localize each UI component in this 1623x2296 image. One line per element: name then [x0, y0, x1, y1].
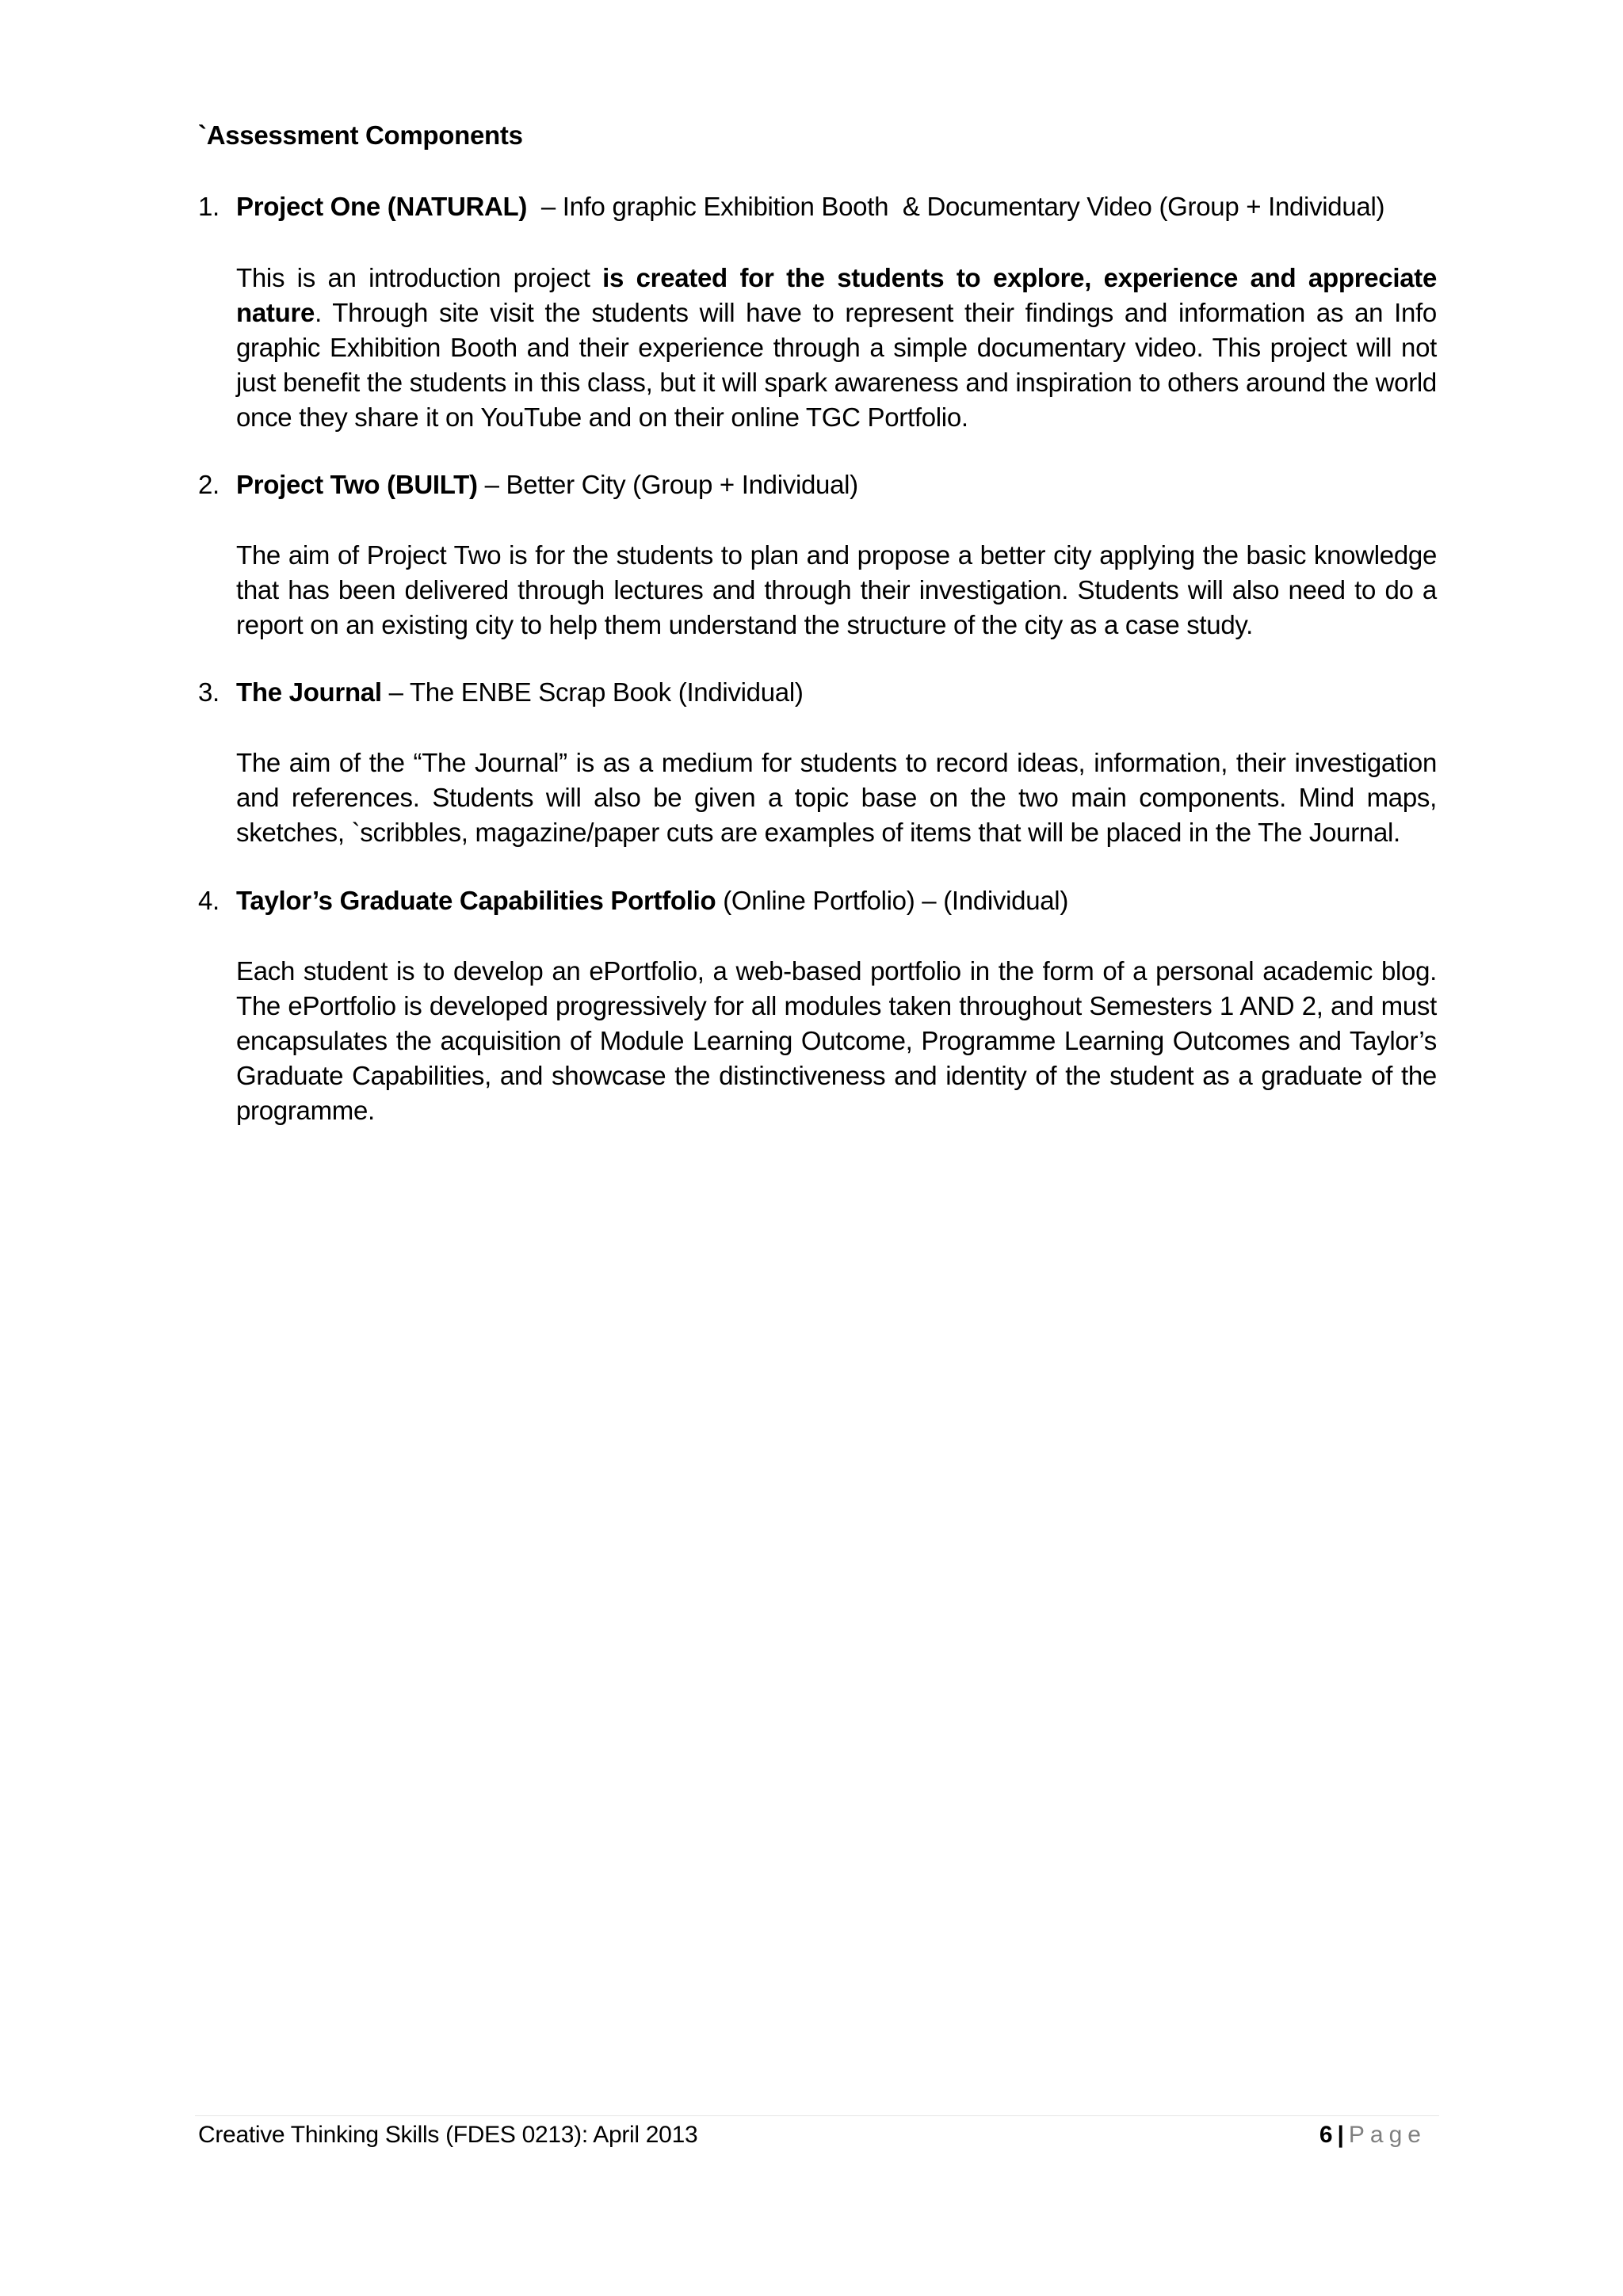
footer-page-indicator [1319, 2122, 1426, 2149]
item-paragraph-project-one [236, 261, 1437, 435]
item-title-bold: Project One (NATURAL) [236, 192, 528, 221]
item-title-bold: The Journal [236, 677, 382, 707]
item-title-bold: Taylor’s Graduate Capabilities Portfolio [236, 886, 716, 915]
item-number: 4. [198, 886, 220, 915]
item-number: 2. [198, 470, 220, 499]
item-title-project-two [198, 470, 858, 500]
item-number: 1. [198, 192, 220, 221]
item-title-bold: Project Two (BUILT) [236, 470, 478, 499]
page-number: 6 [1319, 2122, 1333, 2148]
item-paragraph-portfolio: Each student is to develop an ePortfolio, a web-based portfolio in the form of a personal academic blog. The ePortfolio is developed progressively for all modules taken throughout Semesters 1 AND 2, and must encapsulates the acquisition of Module Learning Outcome, Programme Learning Outcomes and Taylor’s Graduate Capabilities, and showcase the distinctiveness and identity of the student as a graduate of the programme. [236, 956, 1437, 1125]
paragraph-text: This is an introduction project [236, 263, 603, 292]
item-number: 3. [198, 677, 220, 707]
item-title-project-one [198, 192, 1384, 222]
item-paragraph-journal: The aim of the “The Journal” is as a medium for students to record ideas, information, their investigation and references. Students will also be given a topic base on the two main components. Mind maps, sketches, `scribbles, magazine/paper cuts are examples of items that will be placed in the The Journal. [236, 748, 1437, 847]
item-title-journal [198, 677, 804, 707]
paragraph-text: . Through site visit the students will have to represent their findings and information as an Info graphic Exhibition Booth and their experience through a simple documentary video. This project will not just benefit the students in this class, but it will spark awareness and inspiration to others around the world once they share it on YouTube and on their online TGC Portfolio. [236, 298, 1437, 432]
page-label: Page [1348, 2122, 1426, 2148]
item-title-rest: – The ENBE Scrap Book (Individual) [381, 677, 804, 707]
item-paragraph-project-two: The aim of Project Two is for the students to plan and propose a better city applying the basic knowledge that has been delivered through lectures and through their investigation. Students will also need to do a report on an existing city to help them understand the structure of the city as a case study. [236, 540, 1437, 639]
item-title-rest: (Online Portfolio) – (Individual) [716, 886, 1069, 915]
footer-course-label: Creative Thinking Skills (FDES 0213): April 2013 [198, 2122, 698, 2148]
page-separator: | [1337, 2122, 1344, 2148]
item-title-portfolio [198, 886, 1068, 916]
section-heading: `Assessment Components [198, 120, 523, 150]
item-title-rest: – Info graphic Exhibition Booth & Documentary Video (Group + Individual) [527, 192, 1385, 221]
item-title-rest: – Better City (Group + Individual) [477, 470, 858, 499]
paragraph-bold-text: is created for the students to explore, experience and appreciate nature [236, 263, 1438, 327]
footer-divider [195, 2115, 1439, 2116]
